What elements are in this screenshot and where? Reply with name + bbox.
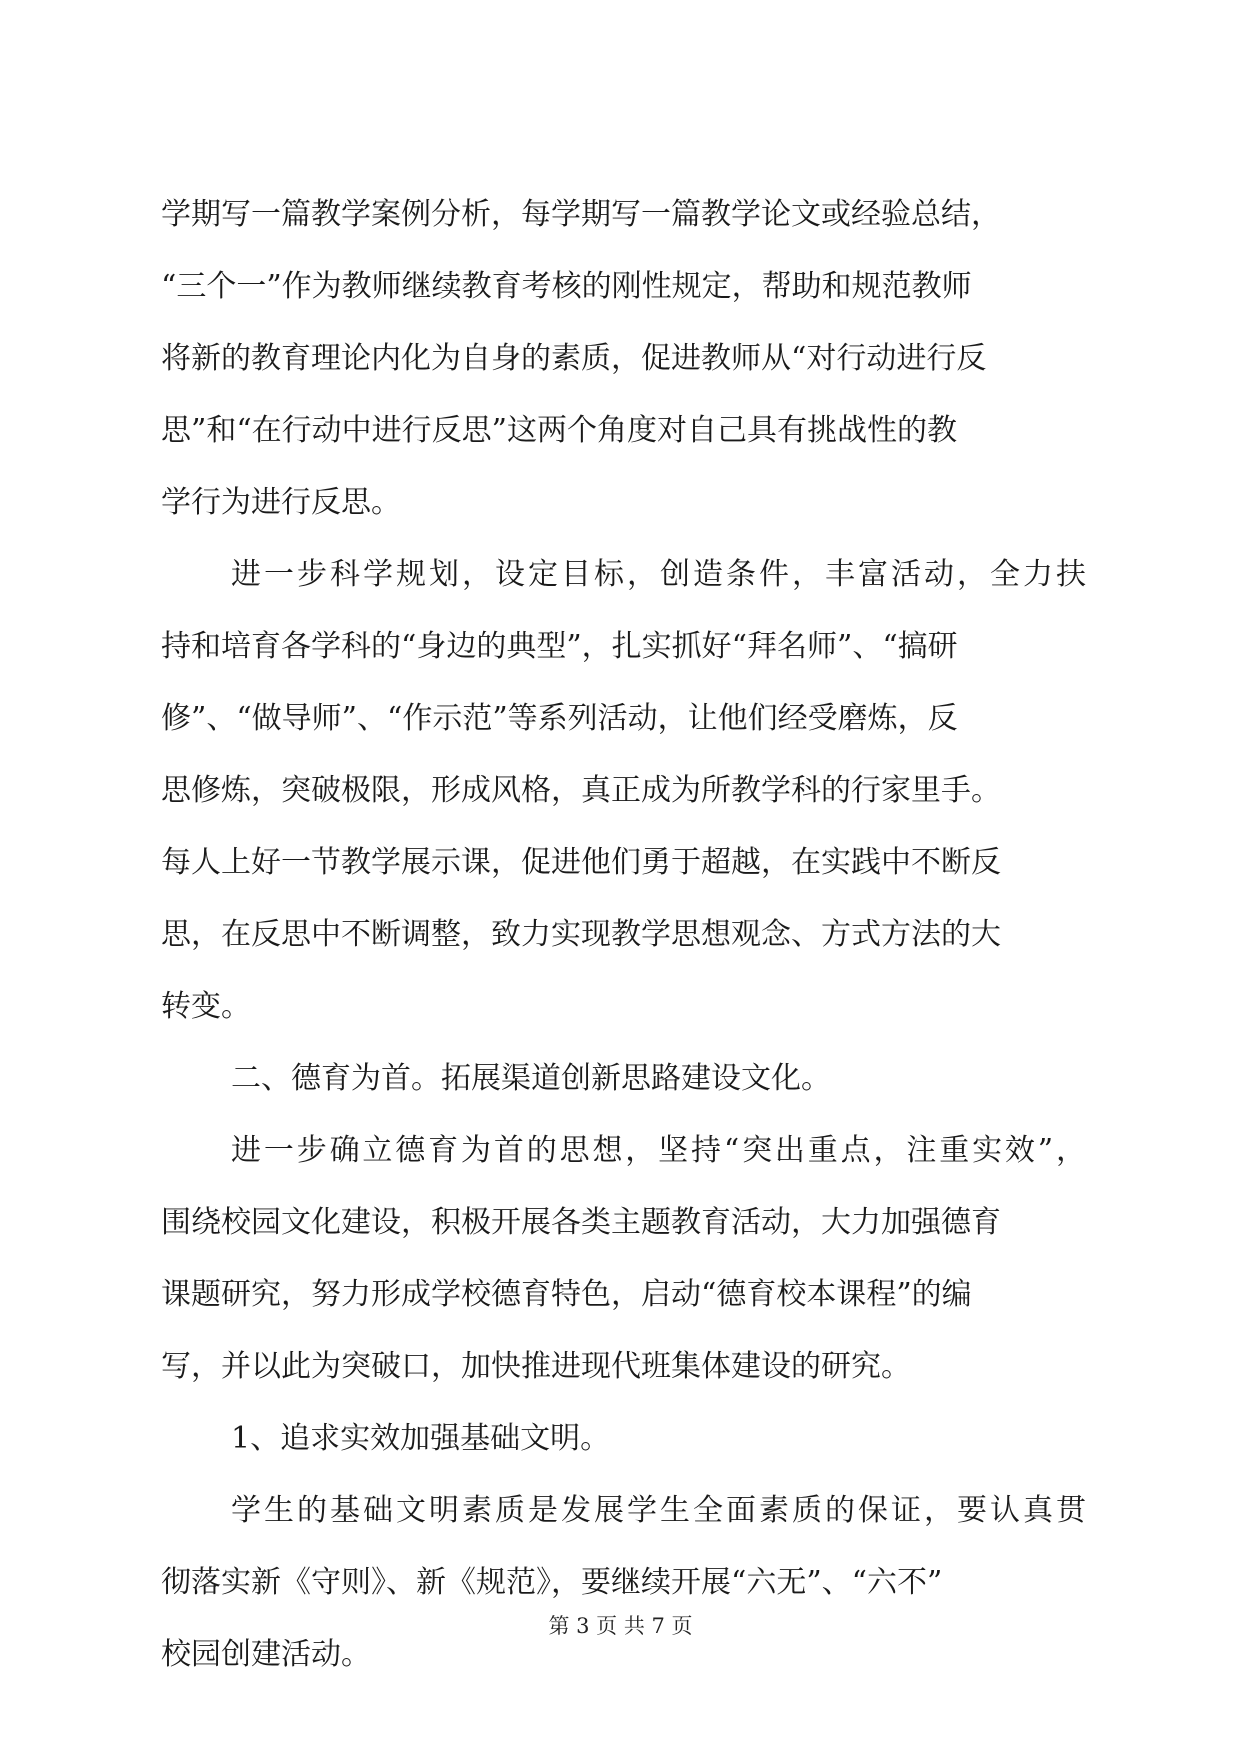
text-line: 校园创建活动。 — [161, 1637, 371, 1672]
text-line: 持和培育各学科的“身边的典型”，扎实抓好“拜名师”、“搞研 — [161, 629, 958, 664]
text-line: 思”和“在行动中进行反思”这两个角度对自己具有挑战性的教 — [161, 413, 958, 448]
page-number-footer: 第 3 页 共 7 页 — [548, 1614, 693, 1638]
text-line: 进一步科学规划，设定目标，创造条件，丰富活动，全力扶 — [231, 557, 1086, 592]
text-line: 转变。 — [161, 989, 251, 1024]
section-heading: 二、德育为首。拓展渠道创新思路建设文化。 — [231, 1061, 831, 1096]
subsection-heading: 1、追求实效加强基础文明。 — [231, 1421, 611, 1456]
text-line: 思，在反思中不断调整，致力实现教学思想观念、方式方法的大 — [161, 917, 1001, 952]
text-line: 学生的基础文明素质是发展学生全面素质的保证，要认真贯 — [231, 1493, 1086, 1528]
text-line: 将新的教育理论内化为自身的素质，促进教师从“对行动进行反 — [161, 341, 987, 376]
text-line: 彻落实新《守则》、新《规范》，要继续开展“六无”、“六不” — [161, 1565, 943, 1600]
text-line: 每人上好一节教学展示课，促进他们勇于超越，在实践中不断反 — [161, 845, 1001, 880]
text-line: 课题研究，努力形成学校德育特色，启动“德育校本课程”的编 — [161, 1277, 972, 1312]
text-line: 思修炼，突破极限，形成风格，真正成为所教学科的行家里手。 — [161, 773, 1001, 808]
text-line: 学期写一篇教学案例分析，每学期写一篇教学论文或经验总结， — [161, 197, 1001, 232]
text-line: 学行为进行反思。 — [161, 485, 401, 520]
text-line: 写，并以此为突破口，加快推进现代班集体建设的研究。 — [161, 1349, 911, 1384]
text-line: 修”、“做导师”、“作示范”等系列活动，让他们经受磨炼，反 — [161, 701, 958, 736]
text-line: 围绕校园文化建设，积极开展各类主题教育活动，大力加强德育 — [161, 1205, 1001, 1240]
text-line: “三个一”作为教师继续教育考核的刚性规定，帮助和规范教师 — [161, 269, 972, 304]
text-line: 进一步确立德育为首的思想，坚持“突出重点，注重实效”， — [231, 1133, 1086, 1168]
